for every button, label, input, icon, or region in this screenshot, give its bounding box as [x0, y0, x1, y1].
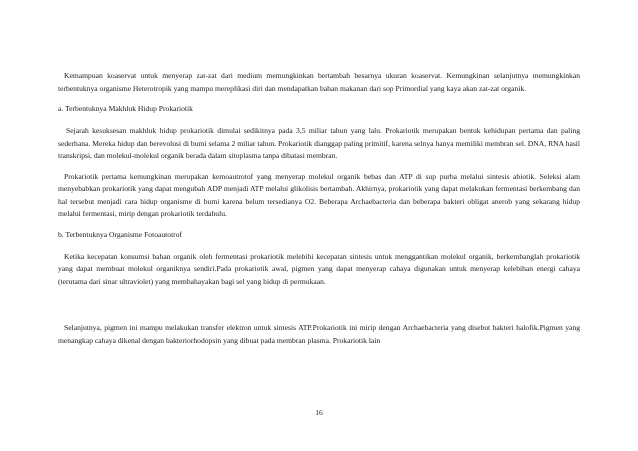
page-number: 16	[315, 408, 323, 417]
paragraph-pigmen-transfer-elektron: Selanjutnya, pigmen ini mampu melakukan transfer elektron untuk sintesis ATP.Prokariotik ini mirip dengan Archaebacteria yang disebut bakteri halofik.Pigmen yang menangkap cahaya dikenal dengan bakteriorhodopsin yang dibuat pada membran plasma. Prokariotik lain	[58, 323, 580, 345]
paragraph-konsumsi-bahan-organik: Ketika kecepatan konsumsi bahan organik oleh fermentasi prokariotik melebihi kecepatan sintesis untuk menggantikan molekul organik, berkembanglah prokariotik yang dapat membuat molekul organiknya sendiri.Pada prokariotik awal, pigmen yang dapat menyerap cahaya digunakan untuk menyerap kelebihan energi cahaya (terutama dari sinar ultraviolet) yang membahayakan bagi sel yang hidup di permukaan.	[58, 251, 580, 286]
section-heading-fotoautotrof: b. Terbentuknya Organisme Fotoautotrof	[58, 229, 183, 239]
paragraph-koaservat: Kemampuan koaservat untuk menyerap zat-zat dari medium memungkinkan bertambah besarnya ukuran koaservat. Kemungkinan selanjutnya memungkinkan terbentuknya organisme Heterotropik yang mampu mereplikasi diri dan mendapatkan bahan makanan dari sop Primordial yang kaya akan zat-zat organik.	[58, 71, 580, 93]
section-heading-prokariotik: a. Terbentuknya Makhluk Hidup Prokariotik	[58, 104, 193, 113]
paragraph-kemoautotrof: Prokariotik pertama kemungkinan merupakan kemoautrotof yang menyerap molekul organik bebas dan ATP di sup purba melalui sintesis abiotik. Seleksi alam menyebabkan prokariotik yang dapat mengubah ADP menjadi ATP melalui glikolisis bertambah. Akhirnya, prokariotik yang dapat melakukan fermentasi berkembang dan hal tersebut menjadi cara hidup organisme di bumi karena belum tersedianya O2. Beberapa Archaebacteria dan beberapa bakteri obligat anerob yang sekarang hidup melalui fermentasi, mirip dengan prokariotik terdahulu.	[58, 171, 580, 218]
paragraph-spacer	[58, 296, 580, 322]
paragraph-sejarah-prokariotik: Sejarah kesuksesan makhluk hidup prokariotik dimulai sedikitnya pada 3,5 miliar tahun yang lalu. Prokariotik merupakan bentuk kehidupan pertama dan paling sederhana. Mereka hidup dan berevolusi di bumi selama 2 miliar tahun. Prokariotik dianggap paling primitif, karena selnya hanya memiliki membran sel. DNA, RNA hasil transkripsi, dan molekul-molekul organik berada dalam sitoplasma tanpa dibatasi membran.	[58, 126, 580, 160]
